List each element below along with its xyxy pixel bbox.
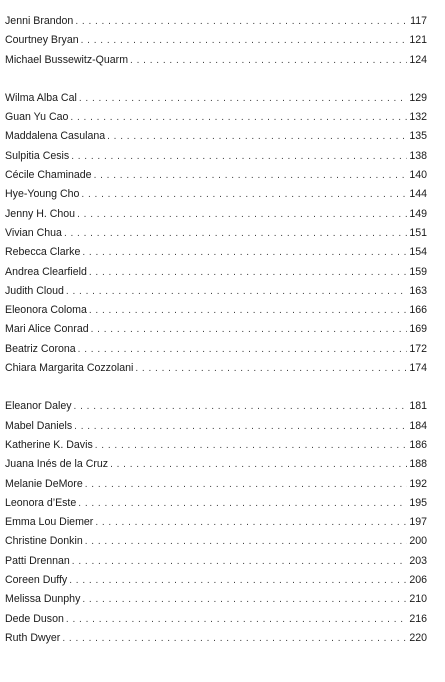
dot-leader <box>89 263 407 282</box>
index-entry <box>5 532 427 551</box>
entry-page-number: 154 <box>409 246 427 259</box>
index-entry <box>5 263 427 282</box>
entry-name: Hye-Young Cho <box>5 188 80 201</box>
index-entry <box>5 590 427 609</box>
index-entry <box>5 494 427 513</box>
index-page <box>5 12 427 648</box>
dot-leader <box>78 340 407 359</box>
index-entry <box>5 31 427 50</box>
dot-leader <box>94 166 407 185</box>
index-entry <box>5 89 427 108</box>
dot-leader <box>89 301 407 320</box>
entry-page-number: 149 <box>409 207 427 220</box>
index-group-c <box>5 89 427 378</box>
dot-leader <box>85 475 407 494</box>
entry-name: Jenni Brandon <box>5 15 74 27</box>
index-entry <box>5 224 427 243</box>
entry-name: Mari Alice Conrad <box>5 323 89 336</box>
entry-page-number: 129 <box>409 91 427 104</box>
dot-leader <box>91 320 407 339</box>
dot-leader <box>75 12 407 31</box>
entry-name: Mabel Daniels <box>5 419 73 432</box>
index-entry <box>5 301 427 320</box>
index-entry <box>5 127 427 146</box>
dot-leader <box>71 147 407 166</box>
entry-name: Guan Yu Cao <box>5 111 69 124</box>
entry-name: Courtney Bryan <box>5 34 79 47</box>
entry-page-number: 203 <box>409 554 427 567</box>
entry-name: Chiara Margarita Cozzolani <box>5 362 134 375</box>
index-entry <box>5 475 427 494</box>
index-entry <box>5 455 427 474</box>
dot-leader <box>85 532 407 551</box>
dot-leader <box>110 455 407 474</box>
index-group-d <box>5 397 427 648</box>
entry-name: Eleonora Coloma <box>5 304 87 317</box>
index-group-b <box>5 12 427 70</box>
index-entry <box>5 417 427 436</box>
dot-leader <box>77 205 407 224</box>
entry-page-number: 121 <box>409 34 427 47</box>
entry-name: Wilma Alba Cal <box>5 91 77 104</box>
dot-leader <box>95 436 407 455</box>
index-entry <box>5 185 427 204</box>
entry-page-number: 181 <box>409 400 427 413</box>
entry-page-number: 184 <box>409 419 427 432</box>
index-entry <box>5 571 427 590</box>
entry-name: Juana Inés de la Cruz <box>5 458 109 471</box>
entry-page-number: 163 <box>409 284 427 297</box>
entry-page-number: 197 <box>409 516 427 529</box>
index-entry <box>5 359 427 378</box>
index-entry <box>5 282 427 301</box>
entry-page-number: 200 <box>409 535 427 548</box>
entry-page-number: 216 <box>409 612 427 625</box>
entry-name: Ruth Dwyer <box>5 631 61 644</box>
dot-leader <box>66 610 407 629</box>
entry-name: Leonora d’Este <box>5 496 77 509</box>
index-entry <box>5 12 427 31</box>
entry-page-number: 124 <box>409 53 427 66</box>
index-entry <box>5 108 427 127</box>
dot-leader <box>130 51 407 70</box>
dot-leader <box>82 590 407 609</box>
index-entry <box>5 243 427 262</box>
entry-name: Michael Bussewitz-Quarm <box>5 53 129 66</box>
index-entry <box>5 436 427 455</box>
dot-leader <box>62 629 407 648</box>
dot-leader <box>78 494 407 513</box>
entry-page-number: 188 <box>409 458 427 471</box>
dot-leader <box>64 224 407 243</box>
entry-page-number: 132 <box>409 111 427 124</box>
dot-leader <box>69 571 407 590</box>
entry-name: Rebecca Clarke <box>5 246 81 259</box>
index-entry <box>5 205 427 224</box>
entry-name: Beatriz Corona <box>5 342 76 355</box>
entry-page-number: 172 <box>409 342 427 355</box>
entry-page-number: 144 <box>409 188 427 201</box>
dot-leader <box>135 359 407 378</box>
dot-leader <box>107 127 407 146</box>
entry-page-number: 166 <box>409 304 427 317</box>
index-entry <box>5 340 427 359</box>
index-entry <box>5 513 427 532</box>
entry-page-number: 174 <box>409 362 427 375</box>
dot-leader <box>74 417 407 436</box>
entry-name: Jenny H. Chou <box>5 207 76 220</box>
index-entry <box>5 552 427 571</box>
dot-leader <box>81 31 407 50</box>
index-entry <box>5 629 427 648</box>
index-entry <box>5 166 427 185</box>
entry-name: Cécile Chaminade <box>5 169 92 182</box>
entry-page-number: 206 <box>409 574 427 587</box>
entry-page-number: 186 <box>409 438 427 451</box>
entry-page-number: 169 <box>409 323 427 336</box>
dot-leader <box>79 89 407 108</box>
index-entry <box>5 320 427 339</box>
entry-page-number: 220 <box>409 631 427 644</box>
entry-page-number: 195 <box>409 496 427 509</box>
entry-page-number: 151 <box>409 226 427 239</box>
entry-page-number: 135 <box>409 130 427 143</box>
entry-name: Patti Drennan <box>5 554 70 567</box>
entry-name: Maddalena Casulana <box>5 130 106 143</box>
dot-leader <box>66 282 407 301</box>
entry-name: Andrea Clearfield <box>5 265 87 278</box>
dot-leader <box>72 552 407 571</box>
dot-leader <box>70 108 407 127</box>
entry-name: Dede Duson <box>5 612 64 625</box>
entry-name: Katherine K. Davis <box>5 438 93 451</box>
index-entry <box>5 610 427 629</box>
entry-page-number: 140 <box>409 169 427 182</box>
index-entry <box>5 51 427 70</box>
entry-name: Judith Cloud <box>5 284 64 297</box>
index-entry <box>5 397 427 416</box>
entry-page-number: 117 <box>410 15 427 27</box>
entry-page-number: 192 <box>409 477 427 490</box>
index-entry <box>5 147 427 166</box>
entry-name: Melanie DeMore <box>5 477 83 490</box>
entry-name: Coreen Duffy <box>5 574 68 587</box>
dot-leader <box>81 185 407 204</box>
entry-page-number: 138 <box>409 149 427 162</box>
entry-name: Emma Lou Diemer <box>5 516 94 529</box>
dot-leader <box>95 513 407 532</box>
entry-name: Melissa Dunphy <box>5 593 81 606</box>
entry-page-number: 210 <box>409 593 427 606</box>
entry-name: Sulpitia Cesis <box>5 149 70 162</box>
dot-leader <box>74 397 407 416</box>
entry-page-number: 159 <box>409 265 427 278</box>
entry-name: Vivian Chua <box>5 226 62 239</box>
entry-name: Eleanor Daley <box>5 400 72 413</box>
entry-name: Christine Donkin <box>5 535 83 548</box>
dot-leader <box>82 243 407 262</box>
